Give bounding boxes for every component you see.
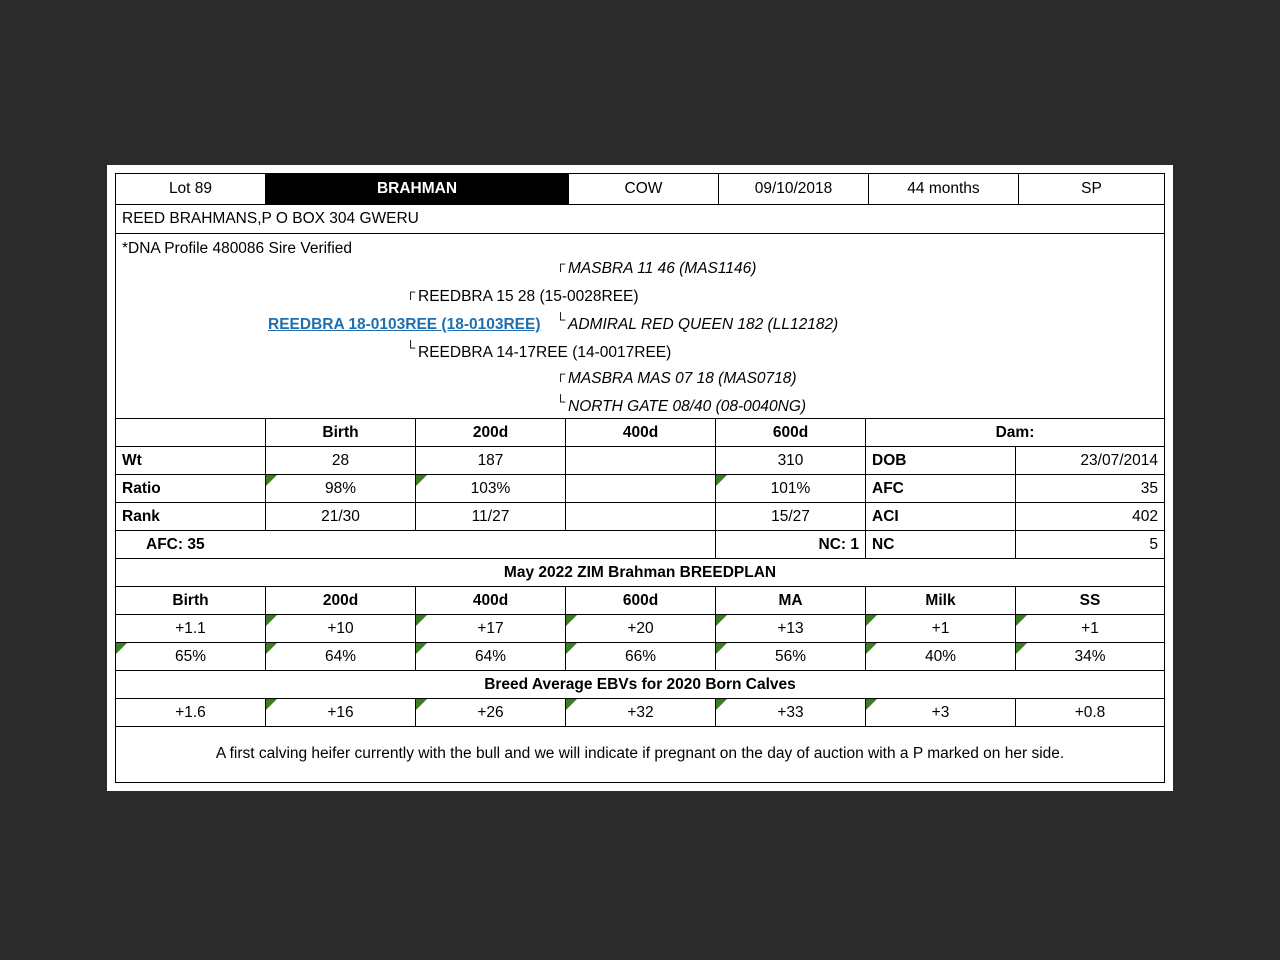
ebv-400d: +17 (416, 615, 566, 642)
dam-key-dob: DOB (866, 447, 1016, 474)
animal-name-link[interactable]: REEDBRA 18-0103REE (18-0103REE) (268, 316, 541, 333)
acc-400d: 64% (416, 643, 566, 670)
breedplan-title-row (116, 559, 1164, 587)
avg-birth: +1.6 (116, 699, 266, 726)
breedplan-title: May 2022 ZIM Brahman BREEDPLAN (503, 563, 777, 581)
lot-note: A first calving heifer currently with the bull and we will indicate if pregnant on the day of auction with a P marked on her side. (215, 745, 1065, 763)
birthdate-cell: 09/10/2018 (719, 174, 869, 204)
row-label-wt: Wt (116, 447, 266, 474)
breed-average-title-row (116, 671, 1164, 699)
bracket-icon: ┌ (556, 366, 566, 381)
avg-600d: +32 (566, 699, 716, 726)
ebv-birth: +1.1 (116, 615, 266, 642)
dna-note: *DNA Profile 480086 Sire Verified (122, 240, 353, 257)
breed-band: BRAHMAN (266, 174, 569, 204)
dam-val-dob: 23/07/2014 (1080, 451, 1158, 469)
avg-400d: +26 (416, 699, 566, 726)
rank-200d: 11/27 (416, 503, 566, 530)
ebv-accuracy-row (116, 643, 1164, 671)
trait-400d: 400d (416, 587, 566, 614)
ebv-600d: +20 (566, 615, 716, 642)
acc-birth: 65% (116, 643, 266, 670)
ratio-400d (566, 475, 716, 502)
bracket-icon: └ (556, 312, 566, 327)
ebv-ma: +13 (716, 615, 866, 642)
rank-600d: 15/27 (716, 503, 866, 530)
sire-sire-name: MASBRA 11 46 (MAS1146) (568, 260, 757, 277)
dam-key-nc: NC (866, 531, 1016, 558)
afc-nc-row (116, 531, 1164, 559)
bracket-icon: ┌ (406, 284, 416, 299)
bracket-icon: └ (556, 394, 566, 409)
table-row (116, 503, 1164, 531)
row-label-ratio: Ratio (116, 475, 266, 502)
pedigree-block (116, 234, 1164, 419)
rank-400d (566, 503, 716, 530)
lot-number: Lot 89 (116, 174, 266, 204)
dam-key-aci: ACI (866, 503, 1016, 530)
ebv-200d: +10 (266, 615, 416, 642)
sex-cell: COW (569, 174, 719, 204)
avg-200d: +16 (266, 699, 416, 726)
nc-summary: NC: 1 (716, 531, 866, 558)
avg-milk: +3 (866, 699, 1016, 726)
acc-ss: 34% (1016, 643, 1164, 670)
entry-header-row (116, 174, 1164, 205)
perf-col-600d: 600d (716, 419, 866, 446)
ratio-200d: 103% (416, 475, 566, 502)
animal-catalogue-entry (115, 173, 1165, 783)
dam-val-aci: 402 (1132, 507, 1158, 525)
trait-birth: Birth (116, 587, 266, 614)
slide-canvas (107, 165, 1173, 791)
avg-ss: +0.8 (1074, 703, 1106, 721)
age-cell: 44 months (869, 174, 1019, 204)
wt-400d (566, 447, 716, 474)
table-row (116, 475, 1164, 503)
ebv-ss: +1 (1016, 615, 1164, 642)
acc-200d: 64% (266, 643, 416, 670)
trait-600d: 600d (566, 587, 716, 614)
trait-200d: 200d (266, 587, 416, 614)
breed-average-title: Breed Average EBVs for 2020 Born Calves (484, 675, 796, 693)
trait-ss: SS (1079, 591, 1101, 609)
dam-key-afc: AFC (866, 475, 1016, 502)
dam-val-nc: 5 (1149, 535, 1158, 553)
acc-ma: 56% (716, 643, 866, 670)
perf-col-400d: 400d (566, 419, 716, 446)
dam-dam-name: NORTH GATE 08/40 (08-0040NG) (568, 398, 807, 415)
dam-name: REEDBRA 14-17REE (14-0017REE) (418, 344, 672, 361)
wt-birth: 28 (266, 447, 416, 474)
wt-200d: 187 (416, 447, 566, 474)
vendor-row (116, 205, 1164, 234)
acc-milk: 40% (866, 643, 1016, 670)
dam-val-afc: 35 (1140, 479, 1158, 497)
vendor-name: REED BRAHMANS,P O BOX 304 GWERU (122, 210, 419, 227)
dam-header: Dam: (995, 423, 1035, 441)
code-cell: SP (1081, 180, 1102, 197)
trait-milk: Milk (866, 587, 1016, 614)
rank-birth: 21/30 (266, 503, 416, 530)
sire-name: REEDBRA 15 28 (15-0028REE) (418, 288, 639, 305)
row-label-rank: Rank (116, 503, 266, 530)
ebv-header-row (116, 587, 1164, 615)
avg-ma: +33 (716, 699, 866, 726)
trait-ma: MA (716, 587, 866, 614)
perf-col-200d: 200d (416, 419, 566, 446)
acc-600d: 66% (566, 643, 716, 670)
sire-dam-name: ADMIRAL RED QUEEN 182 (LL12182) (568, 316, 839, 333)
bracket-icon: └ (406, 340, 416, 355)
wt-600d: 310 (716, 447, 866, 474)
performance-header-row (116, 419, 1164, 447)
table-row (116, 447, 1164, 475)
ratio-birth: 98% (266, 475, 416, 502)
ebv-milk: +1 (866, 615, 1016, 642)
ebv-value-row (116, 615, 1164, 643)
perf-col-birth: Birth (266, 419, 416, 446)
ratio-600d: 101% (716, 475, 866, 502)
afc-summary: AFC: 35 (116, 531, 716, 558)
breed-average-row (116, 699, 1164, 727)
bracket-icon: ┌ (556, 256, 566, 271)
perf-corner-cell (116, 419, 266, 446)
dam-sire-name: MASBRA MAS 07 18 (MAS0718) (568, 370, 797, 387)
